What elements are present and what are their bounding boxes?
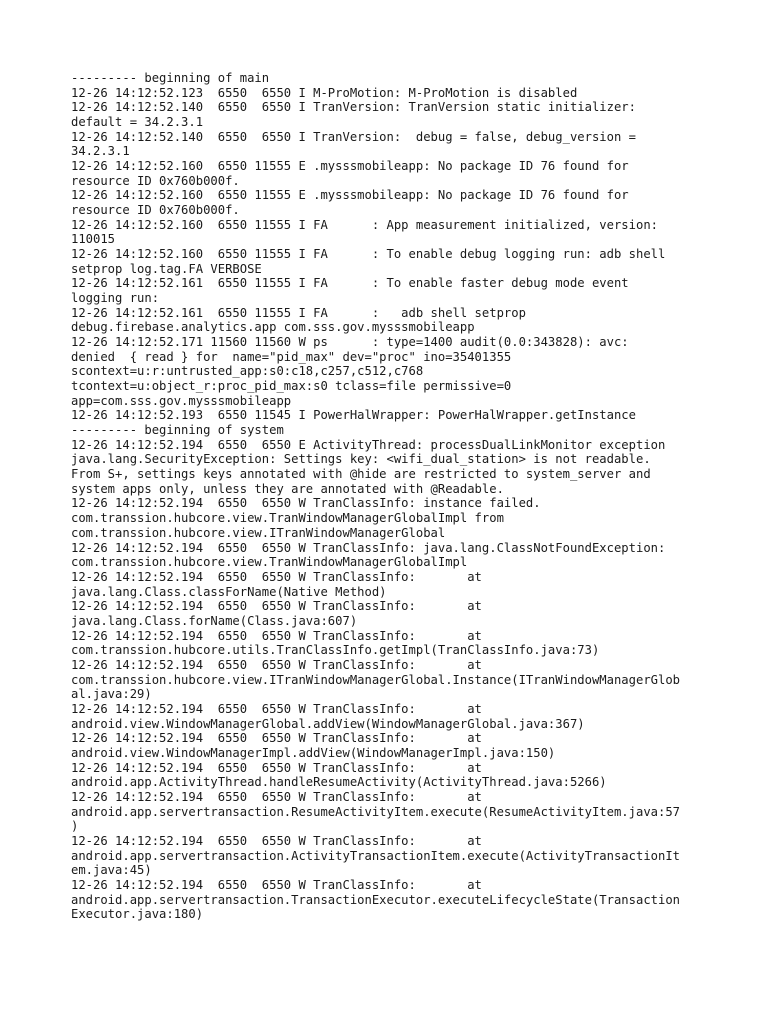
log-line: denied { read } for name="pid_max" dev="proc" ino=35401355 <box>71 349 512 364</box>
log-line: scontext=u:r:untrusted_app:s0:c18,c257,c512,c768 <box>71 364 424 379</box>
log-line: java.lang.Class.classForName(Native Method) <box>71 584 387 599</box>
log-line: 12-26 14:12:52.194 6550 6550 W TranClassInfo: at <box>71 833 482 848</box>
log-line: Executor.java:180) <box>71 907 204 922</box>
log-line: 12-26 14:12:52.171 11560 11560 W ps : type=1400 audit(0.0:343828): avc: <box>71 335 629 350</box>
log-line: java.lang.SecurityException: Settings key: <wifi_dual_station> is not readable. <box>71 452 651 467</box>
log-line: android.app.ActivityThread.handleResumeActivity(ActivityThread.java:5266) <box>71 775 607 790</box>
log-line: com.transsion.hubcore.view.TranWindowManagerGlobalImpl <box>71 555 468 570</box>
log-line: 12-26 14:12:52.194 6550 6550 W TranClassInfo: at <box>71 789 482 804</box>
log-line: android.app.servertransaction.TransactionExecutor.executeLifecycleState(Transaction <box>71 892 681 907</box>
log-line: 12-26 14:12:52.161 6550 11555 I FA : adb shell setprop <box>71 305 526 320</box>
log-line: 12-26 14:12:52.194 6550 6550 W TranClassInfo: at <box>71 569 482 584</box>
log-line: 12-26 14:12:52.194 6550 6550 W TranClassInfo: at <box>71 701 482 716</box>
log-line: setprop log.tag.FA VERBOSE <box>71 261 262 276</box>
log-line: debug.firebase.analytics.app com.sss.gov.mysssmobileapp <box>71 320 475 335</box>
log-line: android.view.WindowManagerImpl.addView(WindowManagerImpl.java:150) <box>71 745 556 760</box>
log-line: 12-26 14:12:52.194 6550 6550 W TranClassInfo: at <box>71 760 482 775</box>
log-line: ) <box>71 819 79 834</box>
log-line: app=com.sss.gov.mysssmobileapp <box>71 393 292 408</box>
log-line: 12-26 14:12:52.161 6550 11555 I FA : To enable faster debug mode event <box>71 276 629 291</box>
log-line: 12-26 14:12:52.194 6550 6550 W TranClassInfo: at <box>71 877 482 892</box>
log-line: java.lang.Class.forName(Class.java:607) <box>71 613 358 628</box>
log-line: 12-26 14:12:52.194 6550 6550 W TranClassInfo: at <box>71 657 482 672</box>
log-line: 12-26 14:12:52.194 6550 6550 W TranClassInfo: at <box>71 628 482 643</box>
log-line: em.java:45) <box>71 863 152 878</box>
log-line: default = 34.2.3.1 <box>71 115 204 130</box>
log-line: From S+, settings keys annotated with @hide are restricted to system_server and <box>71 467 651 482</box>
log-line: 12-26 14:12:52.160 6550 11555 E .mysssmobileapp: No package ID 76 found for <box>71 188 629 203</box>
log-line: resource ID 0x760b000f. <box>71 203 240 218</box>
log-line: android.view.WindowManagerGlobal.addView(WindowManagerGlobal.java:367) <box>71 716 585 731</box>
log-line: 12-26 14:12:52.194 6550 6550 W TranClassInfo: at <box>71 599 482 614</box>
log-line: 12-26 14:12:52.140 6550 6550 I TranVersion: TranVersion static initializer: <box>71 100 636 115</box>
log-line: android.app.servertransaction.ResumeActivityItem.execute(ResumeActivityItem.java:57 <box>71 804 681 819</box>
log-line: 34.2.3.1 <box>71 144 130 159</box>
log-line: com.transsion.hubcore.utils.TranClassInfo.getImpl(TranClassInfo.java:73) <box>71 643 600 658</box>
log-line: com.transsion.hubcore.view.ITranWindowManagerGlobal <box>71 525 446 540</box>
log-line: com.transsion.hubcore.view.ITranWindowManagerGlobal.Instance(ITranWindowManagerGlob <box>71 672 681 687</box>
log-line: 12-26 14:12:52.140 6550 6550 I TranVersion: debug = false, debug_version = <box>71 129 636 144</box>
log-line: 12-26 14:12:52.194 6550 6550 W TranClassInfo: instance failed. <box>71 496 541 511</box>
log-line: 12-26 14:12:52.193 6550 11545 I PowerHalWrapper: PowerHalWrapper.getInstance <box>71 408 636 423</box>
log-line: android.app.servertransaction.ActivityTransactionItem.execute(ActivityTransactionIt <box>71 848 681 863</box>
log-line: 12-26 14:12:52.160 6550 11555 I FA : App measurement initialized, version: <box>71 217 658 232</box>
log-line: 12-26 14:12:52.194 6550 6550 W TranClassInfo: java.lang.ClassNotFoundException: <box>71 540 666 555</box>
log-line: logging run: <box>71 291 160 306</box>
log-line: resource ID 0x760b000f. <box>71 173 240 188</box>
log-line: 12-26 14:12:52.160 6550 11555 I FA : To enable debug logging run: adb shell <box>71 247 666 262</box>
log-line: 12-26 14:12:52.123 6550 6550 I M-ProMotion: M-ProMotion is disabled <box>71 85 578 100</box>
log-line: com.transsion.hubcore.view.TranWindowManagerGlobalImpl from <box>71 511 504 526</box>
log-text-body <box>71 71 701 922</box>
log-line: 12-26 14:12:52.194 6550 6550 W TranClassInfo: at <box>71 731 482 746</box>
log-line: 110015 <box>71 232 116 247</box>
log-line: al.java:29) <box>71 687 152 702</box>
log-line: --------- beginning of system <box>71 423 284 438</box>
log-line: 12-26 14:12:52.194 6550 6550 E ActivityThread: processDualLinkMonitor exception <box>71 437 666 452</box>
log-line: --------- beginning of main <box>71 71 270 85</box>
log-line: tcontext=u:object_r:proc_pid_max:s0 tclass=file permissive=0 <box>71 379 512 394</box>
log-line: system apps only, unless they are annotated with @Readable. <box>71 481 504 496</box>
log-line: 12-26 14:12:52.160 6550 11555 E .mysssmobileapp: No package ID 76 found for <box>71 159 629 174</box>
